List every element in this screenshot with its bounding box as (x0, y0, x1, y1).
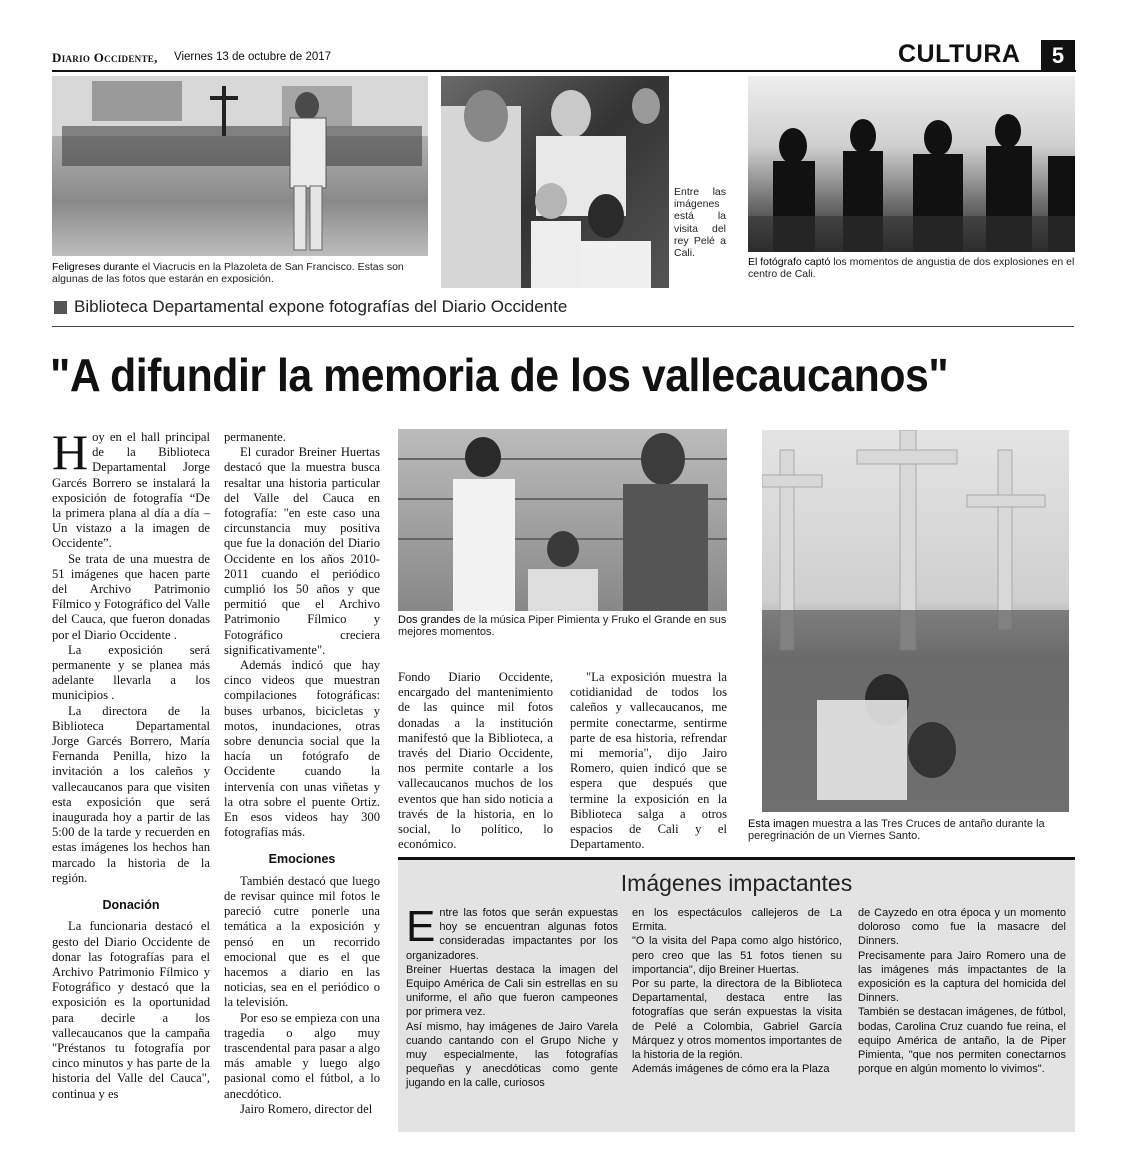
caption-lead: Feligreses durante (52, 261, 139, 273)
paragraph: Así mismo, hay imágenes de Jairo Varela cuando cantando con el Grupo Niche y muy especialmente, las fotografías pequeñas y anecdóticas como gente jugando en la calle, curiosos (406, 1020, 618, 1090)
photo-caption-tres-cruces (748, 818, 1075, 842)
pele-illustration (441, 76, 669, 288)
caption-lead: El fotógrafo captó (748, 256, 831, 268)
masthead (52, 40, 1076, 72)
paragraph: Jairo Romero, director del (240, 1101, 373, 1116)
kicker (52, 297, 1076, 321)
subhead-donacion: Donación (102, 898, 160, 913)
box-column-1 (406, 902, 618, 1091)
dropcap: H (52, 424, 89, 480)
paragraph: ntre las fotos que serán expuestas hoy se encuentran algunas fotos consideradas impactantes por los organizadores. (406, 907, 618, 962)
masthead-rule (52, 70, 1076, 72)
paragraph: oy en el hall principal de la Biblioteca Departamental Jorge Garcés Borrero se instalará la exposición de fotografía “De la primera plana al día a día – Un vistazo a la imagen de Occidente”. (52, 430, 210, 551)
photo-caption-pele: Entre las imágenes está la visita del rey Pelé a Cali. (674, 186, 726, 260)
box-dropcap: E (406, 902, 436, 951)
photo-viacrucis (52, 76, 428, 256)
paragraph: La exposición será permanente y se planea más adelante llevarla a los municipios . (52, 642, 210, 703)
photo-caption-piper-fruko (398, 614, 727, 638)
box-title: Imágenes impactantes (620, 870, 853, 896)
paragraph: en los espectáculos callejeros de La Ermita. (632, 907, 842, 934)
photo-explosions (748, 76, 1075, 252)
procession-illustration (52, 76, 428, 256)
box-column-3 (858, 906, 1066, 1076)
article-column-4 (570, 670, 727, 852)
paragraph: Además imágenes de cómo era la Plaza (632, 1063, 830, 1076)
paragraph: de Cayzedo en otra época y un momento doloroso como fue la masacre del Dinners. (858, 907, 1066, 948)
paragraph: El curador Breiner Huertas destacó que la muestra busca resaltar una historia particular del Valle del Cauca en fotografía: "en este caso una circunstancia muy positiva que fue la donación del Diario Occidente en los años 2010-2011 cuando el periódico cumplió los 50 años y que permitió que el Archivo Patrimonio Fílmico y Fotográfico creciera significativamente". (224, 445, 380, 657)
paragraph: Se trata de una muestra de 51 imágenes que hacen parte del Archivo Patrimonio Fílmico y Fotográfico del Valle del Cauca, que fueron donadas por el Diario Occidente . (52, 551, 210, 642)
paragraph: La directora de la Biblioteca Departamental Jorge Garcés Borrero, María Fernanda Penilla, hizo la invitación a los caleños y vallecaucanos para que visiten esta exposición que será inaugurada hoy a partir de las 5:00 de la tarde y recuerden en estas imágenes los hechos han marcado la historia de la región. (52, 703, 210, 885)
paragraph: Breiner Huertas destaca la imagen del Equipo América de Cali sin estrellas en su uniforme, el año que fueron campeones por primera vez. (406, 963, 618, 1019)
paragraph: Precisamente para Jairo Romero una de las imágenes más impactantes de la exposición es la captura del homicida del Dinners. (858, 949, 1066, 1005)
caption-text: el Viacrucis en la Plazoleta de San Francisco. Estas son algunas de las fotos que estarán en exposición. (52, 261, 404, 285)
photo-piper-fruko (398, 429, 727, 611)
page-number: 5 (1041, 40, 1075, 72)
kicker-square-icon (54, 301, 67, 314)
paragraph: La funcionaria destacó el gesto del Diario Occidente de donar las fotografías para el Archivo Patrimonio Fílmico y Fotográfico y destacó que la exposición es la oportunidad para decirle a los vallecaucanos que la campaña "Préstanos tu fotografía por cinco minutos y has parte de la historia del Valle del Cauca", continua y es (52, 919, 210, 1101)
article-column-2 (224, 430, 380, 1117)
paragraph: También se destacan imágenes, de fútbol, bodas, Carolina Cruz cuando fue reina, el equipo América de antaño, la de Piper Pimienta, "que nos permiten conectarnos porque en algún momento lo vivimos". (858, 1006, 1066, 1076)
explosion-illustration (748, 76, 1075, 252)
paragraph: "La exposición muestra la cotidianidad de todos los caleños y vallecaucanos, me permite conectarme, sentirme parte de esa historia, refrendar mi memoria", dijo Jairo Romero, quien indicó que se espera que después que termine la exposición en la Biblioteca salga a otros espacios de Cali y el Departamento. (570, 670, 727, 852)
box-column-2 (632, 906, 842, 1076)
caption-lead: Dos grandes (398, 614, 461, 626)
paragraph: "O la visita del Papa como algo histórico, pero creo que las 51 fotos tienen su importancia", dijo Breiner Huertas. (632, 935, 842, 976)
kicker-rule (52, 326, 1074, 327)
paragraph: Por eso se empieza con una tragedia o algo muy trascendental para pasar a algo más amable y luego algo pasional como el fútbol, a lo anecdótico. (224, 1010, 380, 1101)
photo-pele (441, 76, 669, 288)
kicker-text: Biblioteca Departamental expone fotografías del Diario Occidente (74, 297, 568, 316)
musicians-illustration (398, 429, 727, 611)
headline: "A difundir la memoria de los vallecaucanos" (50, 349, 949, 401)
caption-text: muestra a las Tres Cruces de antaño durante la peregrinación de un Viernes Santo. (748, 818, 1045, 842)
article-column-3 (398, 670, 553, 852)
paragraph: Por su parte, la directora de la Biblioteca Departamental, destaca entre las fotografías que serán expuestas la visita de Pelé a Colombia, Gabriel García Márquez y otros momentos importantes de la historia de la región. (632, 978, 842, 1062)
crosses-illustration (762, 430, 1069, 812)
caption-lead: Esta imagen (748, 818, 810, 830)
paragraph: Además indicó que hay cinco videos que muestran compilaciones fotográficas: buses urbanos, bicicletas y motos, inundaciones, otras sobre denuncia social que la hacía un fotógrafo de Occidente cuando la intervenía con unas viñetas y la otra sobre el puente Ortiz. En esos videos hay 300 fotografías más. (224, 658, 380, 840)
paragraph: permanente. (224, 430, 286, 444)
caption-text: los momentos de angustia de dos explosiones en el centro de Cali. (748, 256, 1075, 280)
paragraph: Fondo Diario Occidente, encargado del mantenimiento de las quince mil fotos donadas a la institución manifestó que la Biblioteca, a través del Diario Occidente, nos permite contarle a los vallecaucanos muchos de los eventos que han sido noticia a través de la historia, en lo social, lo político, lo económico. (398, 670, 553, 852)
photo-caption-viacrucis (52, 261, 428, 285)
paper-name: Diario Occidente, (52, 50, 158, 65)
sidebar-box (398, 860, 1075, 1132)
photo-caption-explosions (748, 256, 1075, 280)
paragraph: También destacó que luego de revisar quince mil fotos le pareció cutre ponerle una temática a la exposición y pensó en un recorrido emocional que es el que hacemos a diario en las noticias, sea en el periódico o la televisión. (224, 873, 380, 1010)
photo-tres-cruces (762, 430, 1069, 812)
subhead-emociones: Emociones (268, 852, 336, 867)
issue-date: Viernes 13 de octubre de 2017 (174, 51, 332, 63)
section-title: CULTURA (898, 40, 1021, 68)
caption-text: de la música Piper Pimienta y Fruko el Grande en sus mejores momentos. (398, 614, 727, 638)
article-column-1 (52, 424, 210, 1102)
